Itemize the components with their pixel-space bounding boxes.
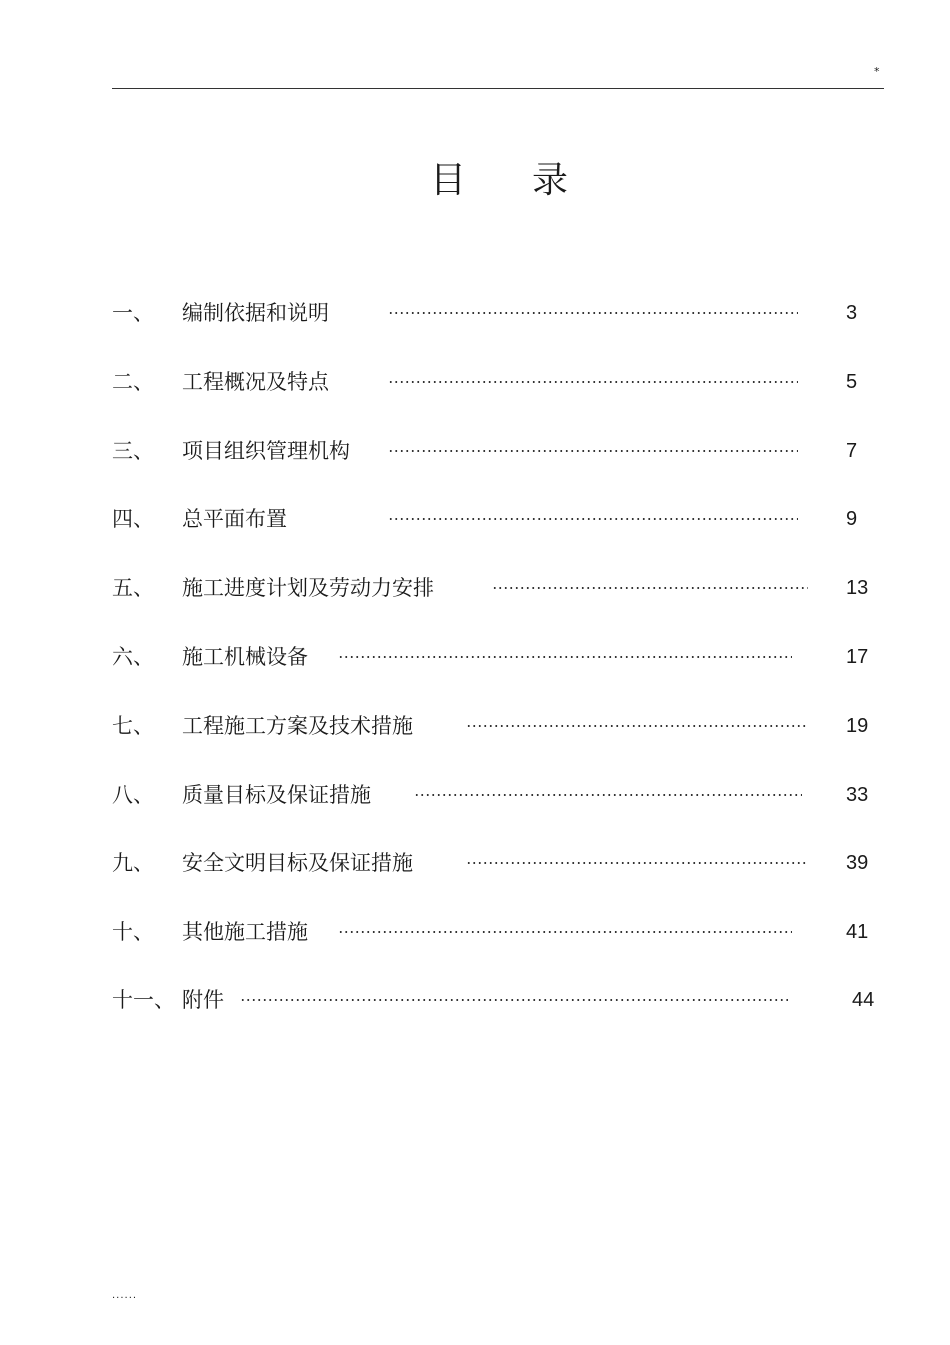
toc-entry[interactable] <box>0 298 950 328</box>
toc-entry[interactable] <box>0 504 950 534</box>
toc-entry-number: 六、 <box>112 645 154 669</box>
toc-entry-page: 5 <box>846 371 858 393</box>
toc-leader-dots <box>466 848 806 878</box>
toc-entry-page: 17 <box>846 646 869 668</box>
toc-leader-dots <box>338 917 792 947</box>
toc-entry-number: 八、 <box>112 783 154 807</box>
toc-entry[interactable] <box>0 573 950 603</box>
toc-entry-label: 工程施工方案及技术措施 <box>182 714 413 738</box>
toc-leader-dots <box>240 985 788 1015</box>
footer-mark: ...... <box>112 1290 138 1301</box>
toc-leader-dots <box>466 711 806 741</box>
toc-entry[interactable] <box>0 642 950 672</box>
toc-leader-dots <box>492 573 808 603</box>
toc-leader-dots <box>388 436 798 466</box>
toc-entry-page: 13 <box>846 577 869 599</box>
toc-entry-page: 9 <box>846 508 858 530</box>
toc-entry[interactable] <box>0 367 950 397</box>
toc-entry-page: 3 <box>846 302 858 324</box>
toc-entry-number: 十一、 <box>112 988 175 1012</box>
toc-entry-label: 安全文明目标及保证措施 <box>182 851 413 875</box>
toc-entry[interactable] <box>0 780 950 810</box>
toc-entry-number: 一、 <box>112 301 154 325</box>
toc-entry-label: 总平面布置 <box>182 507 287 531</box>
toc-title-char-1: 目 <box>430 160 467 201</box>
toc-entry-label: 施工机械设备 <box>182 645 308 669</box>
toc-entry-page: 19 <box>846 715 869 737</box>
toc-leader-dots <box>388 367 798 397</box>
toc-entry-label: 编制依据和说明 <box>182 301 329 325</box>
toc-entry-page: 33 <box>846 784 869 806</box>
toc-entry-number: 十、 <box>112 920 154 944</box>
toc-entry-page: 44 <box>852 989 875 1011</box>
toc-entry-label: 质量目标及保证措施 <box>182 783 371 807</box>
toc-entry[interactable] <box>0 985 950 1015</box>
toc-entry-number: 九、 <box>112 851 154 875</box>
header-mark: * <box>874 65 880 78</box>
toc-entry-number: 三、 <box>112 439 154 463</box>
toc-entry[interactable] <box>0 917 950 947</box>
toc-leader-dots <box>388 504 798 534</box>
toc-entry-page: 7 <box>846 440 858 462</box>
toc-entry[interactable] <box>0 711 950 741</box>
toc-entry-number: 五、 <box>112 576 154 600</box>
toc-entry-label: 工程概况及特点 <box>182 370 329 394</box>
toc-entry-number: 七、 <box>112 714 154 738</box>
toc-title <box>400 158 600 204</box>
toc-entry-label: 项目组织管理机构 <box>182 439 350 463</box>
toc-entry[interactable] <box>0 848 950 878</box>
header-rule <box>112 88 884 89</box>
toc-entry-label: 附件 <box>182 988 224 1012</box>
toc-entry-label: 施工进度计划及劳动力安排 <box>182 576 434 600</box>
toc-title-char-2: 录 <box>532 160 569 201</box>
toc-entry-page: 41 <box>846 921 869 943</box>
toc-entry-number: 二、 <box>112 370 154 394</box>
toc-entry[interactable] <box>0 436 950 466</box>
toc-entry-number: 四、 <box>112 507 154 531</box>
toc-entry-page: 39 <box>846 852 869 874</box>
toc-leader-dots <box>414 780 802 810</box>
toc-entry-label: 其他施工措施 <box>182 920 308 944</box>
toc-leader-dots <box>388 298 798 328</box>
toc-leader-dots <box>338 642 792 672</box>
